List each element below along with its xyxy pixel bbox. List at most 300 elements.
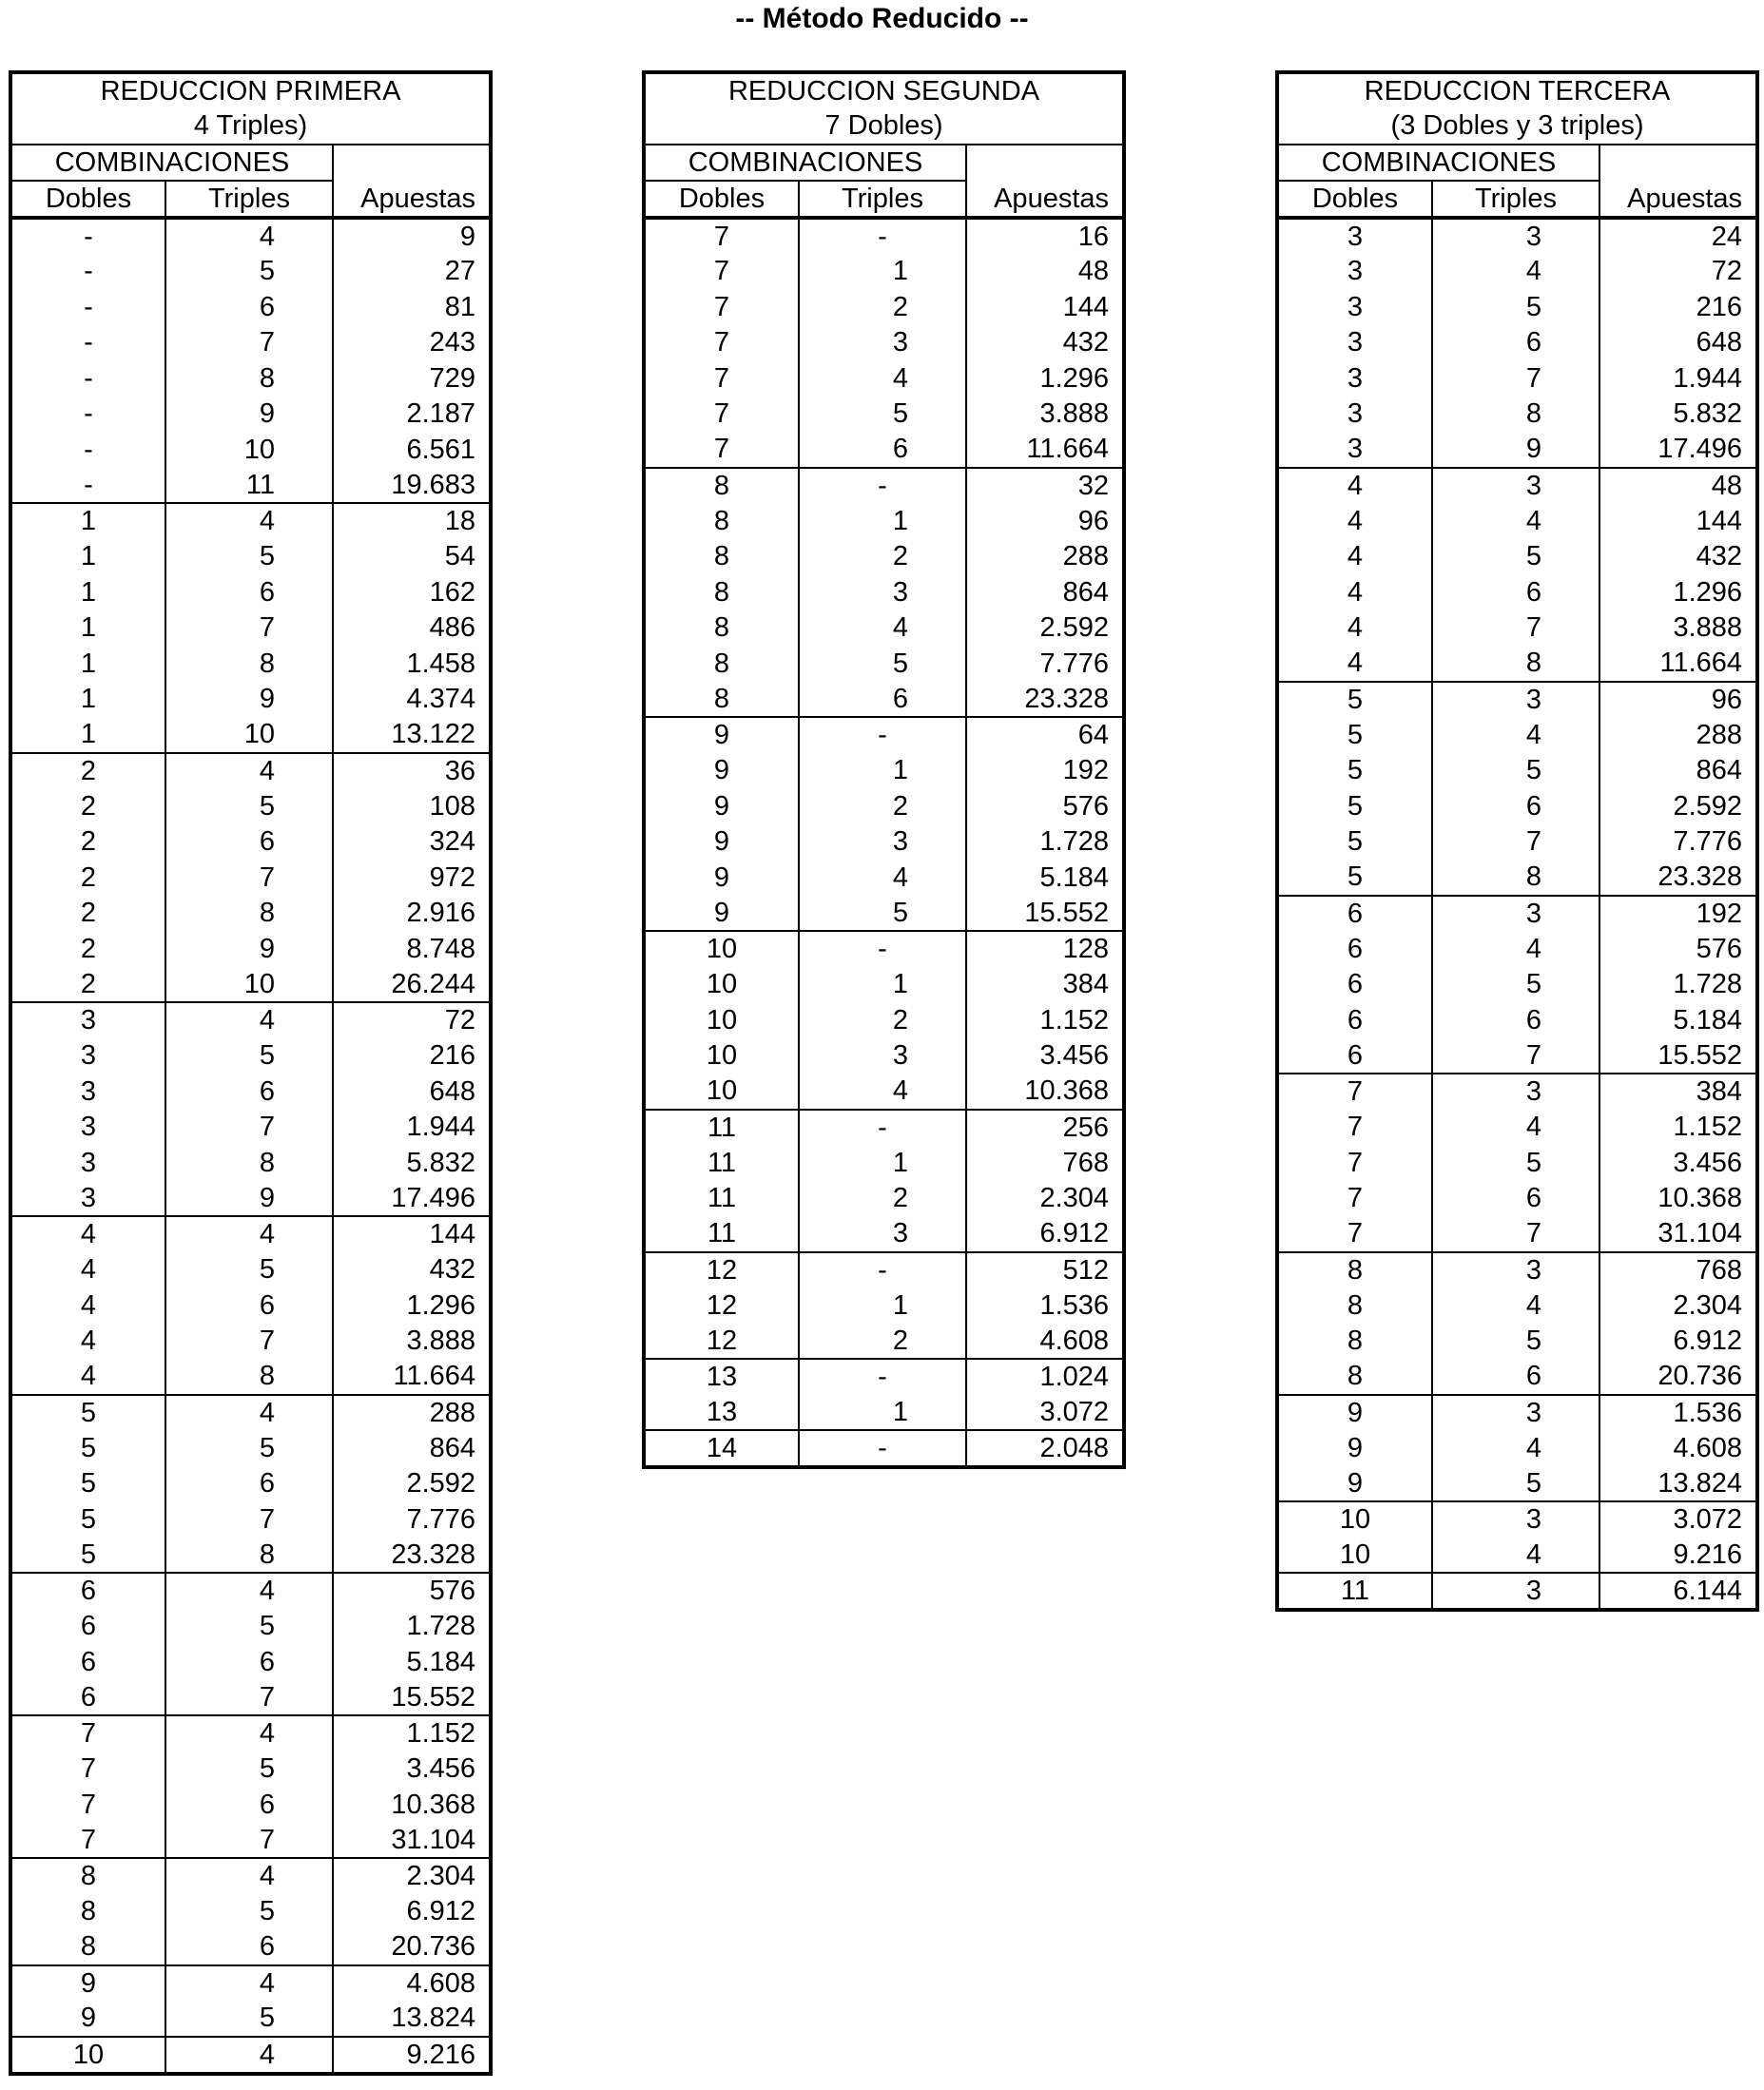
table-row <box>10 1359 491 1395</box>
triples-cell: 4 <box>1432 931 1599 967</box>
dobles-cell: 6 <box>1277 931 1432 967</box>
table-row <box>644 254 1124 290</box>
dobles-cell: 5 <box>1277 788 1432 824</box>
table-row <box>1277 1216 1757 1252</box>
triples-cell: 3 <box>1432 218 1599 254</box>
dobles-cell: 7 <box>644 218 799 254</box>
dobles-cell: 1 <box>10 574 165 610</box>
triples-cell: 6 <box>165 1787 333 1823</box>
triples-cell: 3 <box>1432 682 1599 718</box>
triples-cell: 3 <box>799 824 966 861</box>
dobles-cell: 10 <box>644 1002 799 1038</box>
table-subtitle: 7 Dobles) <box>644 108 1124 145</box>
table-row <box>644 860 1124 896</box>
triples-cell: 7 <box>165 860 333 896</box>
apuestas-cell: 2.187 <box>333 397 491 433</box>
table-row <box>10 967 491 1003</box>
table-row <box>10 2037 491 2074</box>
apuestas-cell: 81 <box>333 289 491 325</box>
apuestas-cell: 24 <box>1599 218 1757 254</box>
table-row <box>10 1181 491 1217</box>
dobles-cell: 4 <box>1277 468 1432 504</box>
apuestas-cell: 6.912 <box>1599 1324 1757 1360</box>
dobles-cell: 1 <box>10 539 165 575</box>
dobles-cell: 4 <box>10 1359 165 1395</box>
dobles-cell: 10 <box>644 967 799 1003</box>
dobles-cell: 8 <box>644 468 799 504</box>
dobles-cell: 14 <box>644 1430 799 1467</box>
dobles-cell: 10 <box>1277 1501 1432 1538</box>
dobles-cell: 3 <box>1277 218 1432 254</box>
triples-cell: 6 <box>799 432 966 468</box>
apuestas-cell: 4.608 <box>1599 1430 1757 1466</box>
apuestas-cell: 2.304 <box>333 1858 491 1894</box>
apuestas-cell: 324 <box>333 824 491 861</box>
triples-cell: - <box>799 1252 966 1288</box>
apuestas-cell: 432 <box>966 325 1124 361</box>
table-row <box>10 1715 491 1751</box>
table-row <box>10 1787 491 1823</box>
dobles-cell: - <box>10 254 165 290</box>
table-subtitle: 4 Triples) <box>10 108 491 145</box>
table-reduccion-tercera <box>1275 70 1755 1612</box>
apuestas-cell: 15.552 <box>1599 1038 1757 1074</box>
table-row <box>10 1252 491 1288</box>
dobles-cell: 7 <box>644 397 799 433</box>
table-row <box>10 717 491 753</box>
table-row <box>644 824 1124 861</box>
dobles-cell: 7 <box>10 1823 165 1859</box>
apuestas-cell: 1.458 <box>333 646 491 682</box>
apuestas-cell: 11.664 <box>333 1359 491 1395</box>
dobles-cell: 7 <box>644 360 799 397</box>
table-row <box>10 254 491 290</box>
dobles-cell: 13 <box>644 1359 799 1395</box>
table-row <box>1277 788 1757 824</box>
dobles-cell: 12 <box>644 1287 799 1324</box>
triples-cell: - <box>799 218 966 254</box>
dobles-cell: 7 <box>10 1787 165 1823</box>
dobles-cell: 4 <box>10 1324 165 1360</box>
table-row <box>10 1894 491 1930</box>
apuestas-cell: 2.592 <box>966 610 1124 647</box>
apuestas-cell: 20.736 <box>333 1929 491 1965</box>
triples-cell: 6 <box>1432 788 1599 824</box>
dobles-cell: 2 <box>10 967 165 1003</box>
triples-cell: 5 <box>1432 753 1599 789</box>
table-row <box>10 1216 491 1252</box>
apuestas-cell: 1.152 <box>1599 1110 1757 1146</box>
dobles-cell: 4 <box>10 1252 165 1288</box>
apuestas-cell: 512 <box>966 1252 1124 1288</box>
table-row <box>10 1501 491 1538</box>
table-row <box>10 1145 491 1181</box>
dobles-cell: 10 <box>644 931 799 967</box>
table-row <box>10 1644 491 1680</box>
dobles-cell: 5 <box>10 1501 165 1538</box>
combinaciones-header: COMBINACIONES <box>1277 145 1599 181</box>
apuestas-cell: 3.888 <box>966 397 1124 433</box>
dobles-cell: 10 <box>644 1038 799 1074</box>
apuestas-cell: 3.072 <box>1599 1501 1757 1538</box>
table-title: REDUCCION PRIMERA <box>10 72 491 108</box>
triples-cell: 4 <box>799 610 966 647</box>
table-row <box>10 682 491 718</box>
triples-header: Triples <box>799 181 966 218</box>
apuestas-cell: 864 <box>966 574 1124 610</box>
apuestas-cell: 256 <box>966 1110 1124 1146</box>
reduction-table <box>9 70 493 2076</box>
triples-cell: 4 <box>1432 503 1599 539</box>
table-row <box>10 896 491 932</box>
dobles-cell: 8 <box>1277 1359 1432 1395</box>
table-row <box>10 432 491 468</box>
triples-cell: 7 <box>165 1110 333 1146</box>
triples-cell: 4 <box>1432 717 1599 753</box>
apuestas-cell: 1.296 <box>1599 574 1757 610</box>
triples-cell: - <box>799 1110 966 1146</box>
triples-cell: 8 <box>165 646 333 682</box>
dobles-cell: 4 <box>1277 574 1432 610</box>
table-row <box>644 1430 1124 1467</box>
table-row <box>644 1181 1124 1217</box>
table-row <box>644 574 1124 610</box>
dobles-cell: - <box>10 325 165 361</box>
dobles-cell: 10 <box>1277 1538 1432 1574</box>
table-row <box>644 539 1124 575</box>
combinaciones-header: COMBINACIONES <box>10 145 333 181</box>
table-row <box>644 896 1124 932</box>
table-row <box>10 1823 491 1859</box>
apuestas-cell: 864 <box>1599 753 1757 789</box>
dobles-cell: 8 <box>10 1894 165 1930</box>
dobles-cell: 5 <box>10 1538 165 1574</box>
triples-cell: 8 <box>1432 646 1599 682</box>
dobles-header: Dobles <box>10 181 165 218</box>
table-row <box>1277 1002 1757 1038</box>
dobles-cell: 9 <box>1277 1466 1432 1502</box>
apuestas-cell: 144 <box>1599 503 1757 539</box>
dobles-cell: 10 <box>644 1074 799 1110</box>
dobles-cell: 5 <box>10 1430 165 1466</box>
dobles-cell: - <box>10 432 165 468</box>
triples-cell: 4 <box>165 753 333 789</box>
triples-cell: 4 <box>799 1074 966 1110</box>
apuestas-cell: 2.916 <box>333 896 491 932</box>
apuestas-cell: 1.728 <box>333 1609 491 1645</box>
triples-cell: - <box>799 468 966 504</box>
table-row <box>1277 646 1757 682</box>
apuestas-cell: 972 <box>333 860 491 896</box>
apuestas-cell: 432 <box>1599 539 1757 575</box>
apuestas-cell: 54 <box>333 539 491 575</box>
dobles-cell: 5 <box>10 1395 165 1431</box>
triples-cell: 4 <box>165 1715 333 1751</box>
table-row <box>644 360 1124 397</box>
dobles-cell: 9 <box>644 753 799 789</box>
apuestas-cell: 6.912 <box>966 1216 1124 1252</box>
triples-cell: 5 <box>1432 1466 1599 1502</box>
triples-cell: 7 <box>165 1823 333 1859</box>
dobles-cell: 3 <box>10 1074 165 1110</box>
dobles-cell: - <box>10 468 165 504</box>
triples-cell: 7 <box>1432 610 1599 647</box>
dobles-cell: 7 <box>10 1715 165 1751</box>
dobles-cell: 8 <box>1277 1324 1432 1360</box>
dobles-cell: 3 <box>1277 397 1432 433</box>
triples-cell: 4 <box>1432 1110 1599 1146</box>
dobles-cell: 4 <box>1277 539 1432 575</box>
triples-cell: 5 <box>165 1252 333 1288</box>
apuestas-cell: 31.104 <box>333 1823 491 1859</box>
triples-cell: 5 <box>799 397 966 433</box>
table-row <box>10 539 491 575</box>
triples-cell: 9 <box>165 397 333 433</box>
table-row <box>644 468 1124 504</box>
triples-cell: 3 <box>1432 896 1599 932</box>
apuestas-cell: 1.944 <box>1599 360 1757 397</box>
apuestas-cell: 9 <box>333 218 491 254</box>
triples-cell: 9 <box>165 1181 333 1217</box>
apuestas-cell: 32 <box>966 468 1124 504</box>
triples-cell: 5 <box>1432 1145 1599 1181</box>
table-row <box>1277 503 1757 539</box>
table-row <box>10 325 491 361</box>
table-row <box>1277 325 1757 361</box>
apuestas-cell: 2.592 <box>333 1466 491 1502</box>
table-row <box>1277 360 1757 397</box>
triples-cell: 3 <box>1432 1573 1599 1610</box>
table-row <box>1277 860 1757 896</box>
triples-cell: - <box>799 931 966 967</box>
table-row <box>1277 1110 1757 1146</box>
triples-cell: 1 <box>799 753 966 789</box>
apuestas-cell: 384 <box>966 967 1124 1003</box>
apuestas-cell: 26.244 <box>333 967 491 1003</box>
triples-cell: 8 <box>1432 397 1599 433</box>
apuestas-header: Apuestas <box>1599 145 1757 218</box>
triples-cell: 8 <box>165 1145 333 1181</box>
table-row <box>644 682 1124 718</box>
combinaciones-header: COMBINACIONES <box>644 145 966 181</box>
dobles-cell: 6 <box>10 1644 165 1680</box>
table-row <box>10 1074 491 1110</box>
apuestas-cell: 3.072 <box>966 1395 1124 1431</box>
apuestas-cell: 27 <box>333 254 491 290</box>
apuestas-cell: 7.776 <box>966 646 1124 682</box>
apuestas-cell: 7.776 <box>1599 824 1757 861</box>
apuestas-cell: 16 <box>966 218 1124 254</box>
triples-cell: 6 <box>799 682 966 718</box>
dobles-cell: 8 <box>644 574 799 610</box>
table-reduccion-segunda <box>642 70 1122 1469</box>
apuestas-cell: 648 <box>333 1074 491 1110</box>
table-row <box>644 1216 1124 1252</box>
apuestas-cell: 768 <box>966 1145 1124 1181</box>
table-row <box>10 1573 491 1609</box>
table-row <box>644 1074 1124 1110</box>
apuestas-cell: 13.824 <box>333 2001 491 2037</box>
apuestas-header: Apuestas <box>333 145 491 218</box>
table-row <box>644 788 1124 824</box>
table-row <box>10 503 491 539</box>
table-row <box>644 325 1124 361</box>
dobles-cell: 3 <box>1277 254 1432 290</box>
dobles-cell: 9 <box>644 860 799 896</box>
table-row <box>1277 468 1757 504</box>
apuestas-cell: 23.328 <box>333 1538 491 1574</box>
apuestas-cell: 1.536 <box>1599 1395 1757 1431</box>
table-row <box>10 1929 491 1965</box>
apuestas-cell: 6.912 <box>333 1894 491 1930</box>
triples-cell: 8 <box>1432 860 1599 896</box>
triples-cell: 6 <box>1432 574 1599 610</box>
apuestas-cell: 96 <box>1599 682 1757 718</box>
apuestas-cell: 288 <box>333 1395 491 1431</box>
table-row <box>1277 1466 1757 1502</box>
table-row <box>1277 1324 1757 1360</box>
apuestas-cell: 13.824 <box>1599 1466 1757 1502</box>
apuestas-cell: 19.683 <box>333 468 491 504</box>
table-row <box>644 1359 1124 1395</box>
triples-cell: 3 <box>1432 1252 1599 1288</box>
table-row <box>1277 1145 1757 1181</box>
triples-cell: 2 <box>799 1324 966 1360</box>
apuestas-cell: 18 <box>333 503 491 539</box>
triples-cell: 6 <box>165 1644 333 1680</box>
apuestas-cell: 1.024 <box>966 1359 1124 1395</box>
triples-cell: 1 <box>799 967 966 1003</box>
table-row <box>10 1466 491 1502</box>
dobles-cell: 3 <box>1277 325 1432 361</box>
dobles-cell: 8 <box>1277 1287 1432 1324</box>
table-row <box>1277 1430 1757 1466</box>
triples-cell: - <box>799 1430 966 1467</box>
table-row <box>1277 610 1757 647</box>
dobles-cell: 13 <box>644 1395 799 1431</box>
triples-cell: - <box>799 717 966 753</box>
table-row <box>10 610 491 647</box>
triples-cell: 7 <box>1432 1038 1599 1074</box>
apuestas-cell: 4.608 <box>333 1965 491 2002</box>
table-row <box>1277 1573 1757 1610</box>
dobles-cell: 3 <box>10 1145 165 1181</box>
triples-cell: 7 <box>1432 1216 1599 1252</box>
apuestas-cell: 864 <box>333 1430 491 1466</box>
apuestas-cell: 162 <box>333 574 491 610</box>
table-row <box>644 646 1124 682</box>
dobles-cell: 9 <box>644 717 799 753</box>
triples-cell: 5 <box>799 646 966 682</box>
apuestas-cell: 1.152 <box>966 1002 1124 1038</box>
table-row <box>10 2001 491 2037</box>
table-row <box>10 1110 491 1146</box>
dobles-cell: 11 <box>644 1145 799 1181</box>
triples-cell: 2 <box>799 788 966 824</box>
dobles-cell: 8 <box>644 539 799 575</box>
table-row <box>1277 254 1757 290</box>
table-row <box>644 931 1124 967</box>
triples-cell: 5 <box>165 1038 333 1074</box>
dobles-cell: 2 <box>10 860 165 896</box>
dobles-cell: 9 <box>644 824 799 861</box>
apuestas-cell: 216 <box>1599 289 1757 325</box>
table-row <box>644 1145 1124 1181</box>
apuestas-cell: 20.736 <box>1599 1359 1757 1395</box>
apuestas-cell: 11.664 <box>1599 646 1757 682</box>
dobles-cell: 6 <box>1277 1002 1432 1038</box>
table-row <box>644 432 1124 468</box>
dobles-header: Dobles <box>1277 181 1432 218</box>
triples-cell: 4 <box>165 1965 333 2002</box>
table-row <box>1277 1287 1757 1324</box>
dobles-cell: 8 <box>644 503 799 539</box>
table-row <box>644 1324 1124 1360</box>
apuestas-cell: 23.328 <box>1599 860 1757 896</box>
table-row <box>10 360 491 397</box>
apuestas-cell: 72 <box>1599 254 1757 290</box>
apuestas-cell: 36 <box>333 753 491 789</box>
reduction-table <box>642 70 1126 1469</box>
apuestas-cell: 4.374 <box>333 682 491 718</box>
apuestas-cell: 108 <box>333 788 491 824</box>
dobles-cell: 6 <box>10 1573 165 1609</box>
apuestas-cell: 243 <box>333 325 491 361</box>
triples-cell: 5 <box>165 1609 333 1645</box>
apuestas-cell: 3.888 <box>1599 610 1757 647</box>
triples-cell: 5 <box>165 539 333 575</box>
dobles-cell: 6 <box>1277 967 1432 1003</box>
apuestas-cell: 2.304 <box>966 1181 1124 1217</box>
table-row <box>10 1287 491 1324</box>
triples-cell: 2 <box>799 1181 966 1217</box>
apuestas-cell: 576 <box>333 1573 491 1609</box>
table-row <box>1277 753 1757 789</box>
apuestas-cell: 1.152 <box>333 1715 491 1751</box>
table-row <box>10 574 491 610</box>
triples-cell: 9 <box>165 682 333 718</box>
triples-cell: 1 <box>799 503 966 539</box>
dobles-cell: 6 <box>10 1680 165 1716</box>
table-row <box>10 1324 491 1360</box>
table-row <box>10 860 491 896</box>
triples-cell: 4 <box>165 1216 333 1252</box>
apuestas-cell: 13.122 <box>333 717 491 753</box>
apuestas-cell: 7.776 <box>333 1501 491 1538</box>
table-row <box>1277 218 1757 254</box>
dobles-cell: 1 <box>10 646 165 682</box>
dobles-cell: 2 <box>10 931 165 967</box>
dobles-cell: - <box>10 397 165 433</box>
apuestas-cell: 3.456 <box>333 1751 491 1788</box>
apuestas-cell: 1.296 <box>333 1287 491 1324</box>
triples-cell: 1 <box>799 1145 966 1181</box>
apuestas-cell: 3.456 <box>966 1038 1124 1074</box>
table-row <box>1277 1181 1757 1217</box>
table-row <box>644 610 1124 647</box>
table-row <box>1277 1038 1757 1074</box>
dobles-cell: 12 <box>644 1252 799 1288</box>
triples-cell: 6 <box>165 824 333 861</box>
table-row <box>1277 824 1757 861</box>
dobles-cell: 7 <box>644 432 799 468</box>
dobles-cell: 7 <box>1277 1074 1432 1110</box>
apuestas-cell: 2.048 <box>966 1430 1124 1467</box>
triples-cell: 4 <box>165 2037 333 2074</box>
table-row <box>1277 1252 1757 1288</box>
dobles-cell: 12 <box>644 1324 799 1360</box>
dobles-cell: 5 <box>1277 682 1432 718</box>
